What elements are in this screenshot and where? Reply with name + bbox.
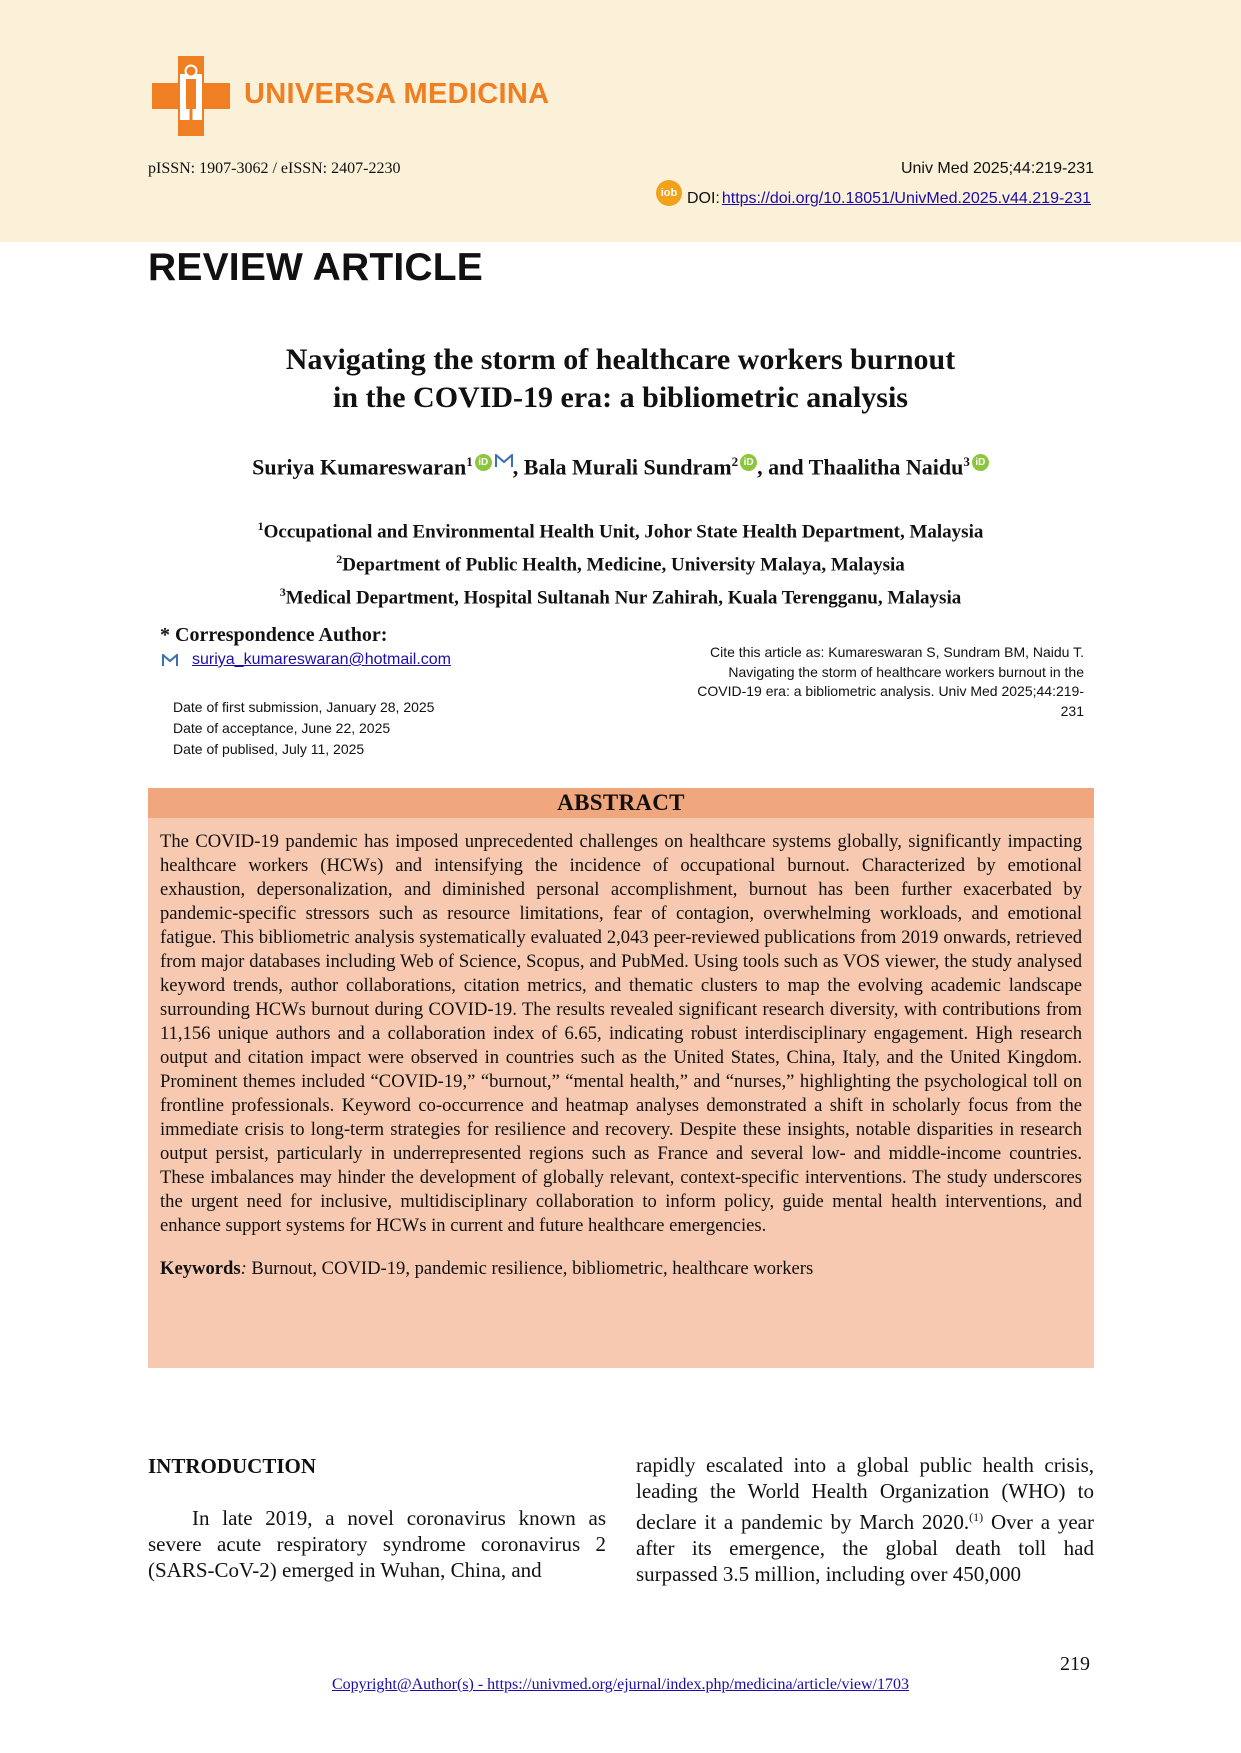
correspondence-email-row [162, 651, 451, 669]
journal-citation: Univ Med 2025;44:219-231 [900, 160, 1094, 177]
orcid-icon[interactable]: iD [475, 454, 492, 471]
reference-marker[interactable]: (1) [969, 1510, 984, 1524]
affiliation-text: Occupational and Environmental Health Unit, Johor State Health Department, Malaysia [263, 521, 984, 543]
date-acceptance: Date of acceptance, June 22, 2025 [173, 720, 391, 736]
affiliation-text: Department of Public Health, Medicine, University Malaya, Malaysia [342, 554, 905, 576]
correspondence-email-link[interactable]: suriya_kumareswaran@hotmail.com [192, 651, 451, 668]
article-title [0, 341, 1241, 417]
abstract-heading: ABSTRACT [148, 788, 1094, 818]
author-separator: , [512, 454, 524, 480]
affiliation-item [0, 546, 1241, 579]
page-number: 219 [1060, 1653, 1090, 1675]
title-line-2: in the COVID-19 era: a bibliometric analysis [333, 381, 908, 414]
journal-logo-icon [152, 56, 230, 136]
affiliation-list [0, 513, 1241, 611]
keywords-row [148, 1258, 1094, 1280]
intro-text: Over a year after its emergence, the global death toll had surpassed 3.5 million, including over 450,000 [636, 1510, 1094, 1586]
author-separator: , and [757, 454, 809, 480]
abstract-box [148, 788, 1094, 1368]
mail-icon [162, 654, 178, 667]
affiliation-sup: 1 [257, 519, 264, 533]
author-name: Bala Murali Sundram [523, 454, 732, 480]
doi-icon: iob [656, 180, 682, 206]
author-list [0, 454, 1241, 480]
keywords-list: Burnout, COVID-19, pandemic resilience, bibliometric, healthcare workers [251, 1258, 814, 1279]
affiliation-text: Medical Department, Hospital Sultanah Nur Zahirah, Kuala Terengganu, Malaysia [285, 586, 962, 608]
cite-this-article [640, 643, 1084, 721]
author-sup: 2 [731, 454, 739, 469]
footer-article-link[interactable]: https://univmed.org/ejurnal/index.php/medicina/article/view/1703 [487, 1676, 909, 1693]
date-published: Date of publised, July 11, 2025 [173, 741, 365, 757]
page-footer [0, 1676, 1241, 1694]
cite-line: COVID-19 era: a bibliometric analysis. Univ Med 2025;44:219- [697, 683, 1084, 699]
date-submission: Date of first submission, January 28, 2025 [173, 699, 435, 715]
doi-link[interactable]: https://doi.org/10.18051/UnivMed.2025.v44.219-231 [721, 190, 1091, 207]
affiliation-item [0, 513, 1241, 546]
keywords-separator: : [240, 1258, 252, 1279]
author-name: Suriya Kumareswaran [252, 454, 467, 480]
title-line-1: Navigating the storm of healthcare workers burnout [285, 343, 956, 376]
affiliation-sup: 2 [336, 551, 343, 566]
orcid-icon[interactable]: iD [972, 454, 989, 471]
footer-copyright: Copyright@Author(s) - [331, 1676, 488, 1693]
cite-line: Navigating the storm of healthcare workers burnout in the [728, 663, 1084, 680]
intro-text: rapidly escalated into a global public health crisis, leading the World Health Organization (WHO) to declare it a pandemic by March 2020. [636, 1453, 1094, 1534]
keywords-label: Keywords [160, 1258, 241, 1279]
issn-text: pISSN: 1907-3062 / eISSN: 2407-2230 [148, 160, 401, 177]
introduction-left-column: In late 2019, a novel coronavirus known as severe acute respiratory syndrome coronavirus 2 (SARS-CoV-2) emerged in Wuhan, China, and [148, 1506, 606, 1582]
introduction-heading: INTRODUCTION [148, 1454, 317, 1478]
article-dates [173, 697, 434, 760]
author-name: Thaalitha Naidu [808, 454, 964, 480]
author-sup: 1 [466, 454, 473, 469]
affiliation-item [0, 579, 1241, 612]
introduction-right-column [636, 1452, 1094, 1587]
author-sup: 3 [963, 454, 970, 469]
journal-brand-name: UNIVERSA MEDICINA [244, 78, 550, 110]
doi-label: DOI: [686, 190, 720, 207]
cite-line: 231 [1060, 702, 1084, 719]
orcid-icon[interactable]: iD [740, 454, 757, 471]
article-type-heading: REVIEW ARTICLE [148, 246, 484, 289]
affiliation-sup: 3 [279, 584, 286, 599]
mail-icon[interactable] [495, 454, 513, 468]
abstract-text: The COVID-19 pandemic has imposed unprecedented challenges on healthcare systems globally, significantly impacting healthcare workers (HCWs) and intensifying the incidence of occupational burnout. Characterized by emotional exhaustion, depersonalization, and diminished personal accomplishment, burnout has been further exacerbated by pandemic-specific stressors such as resource limitations, fear of contagion, overwhelming workloads, and emotional fatigue. This bibliometric analysis systematically evaluated 2,043 peer-reviewed publications from 2019 onwards, retrieved from major databases including Web of Science, Scopus, and PubMed. Using tools such as VOS viewer, the study analysed keyword trends, author collaborations, citation metrics, and thematic clusters to map the evolving academic landscape surrounding HCWs burnout during COVID-19. The results revealed significant research diversity, with contributions from 11,156 unique authors and a collaboration index of 6.65, indicating robust interdisciplinary engagement. High research output and citation impact were observed in countries such as the United States, China, Italy, and the United Kingdom. Prominent themes included “COVID-19,” “burnout,” “mental health,” and “nurses,” highlighting the psychological toll on frontline professionals. Keyword co-occurrence and heatmap analyses demonstrated a shift in scholarly focus from the immediate crisis to long-term strategies for resilience and recovery. Despite these insights, notable disparities in research output persist, particularly in underrepresented regions such as France and several low- and middle-income countries. These imbalances may hinder the development of globally relevant, context-specific interventions. The study underscores the urgent need for inclusive, multidisciplinary collaboration to inform policy, guide mental health interventions, and enhance support systems for HCWs in current and future healthcare emergencies. [160, 831, 1082, 1236]
correspondence-title: * Correspondence Author: [160, 624, 388, 646]
cite-line: Cite this article as: Kumareswaran S, Sundram BM, Naidu T. [709, 644, 1084, 660]
doi-row [656, 186, 1091, 212]
